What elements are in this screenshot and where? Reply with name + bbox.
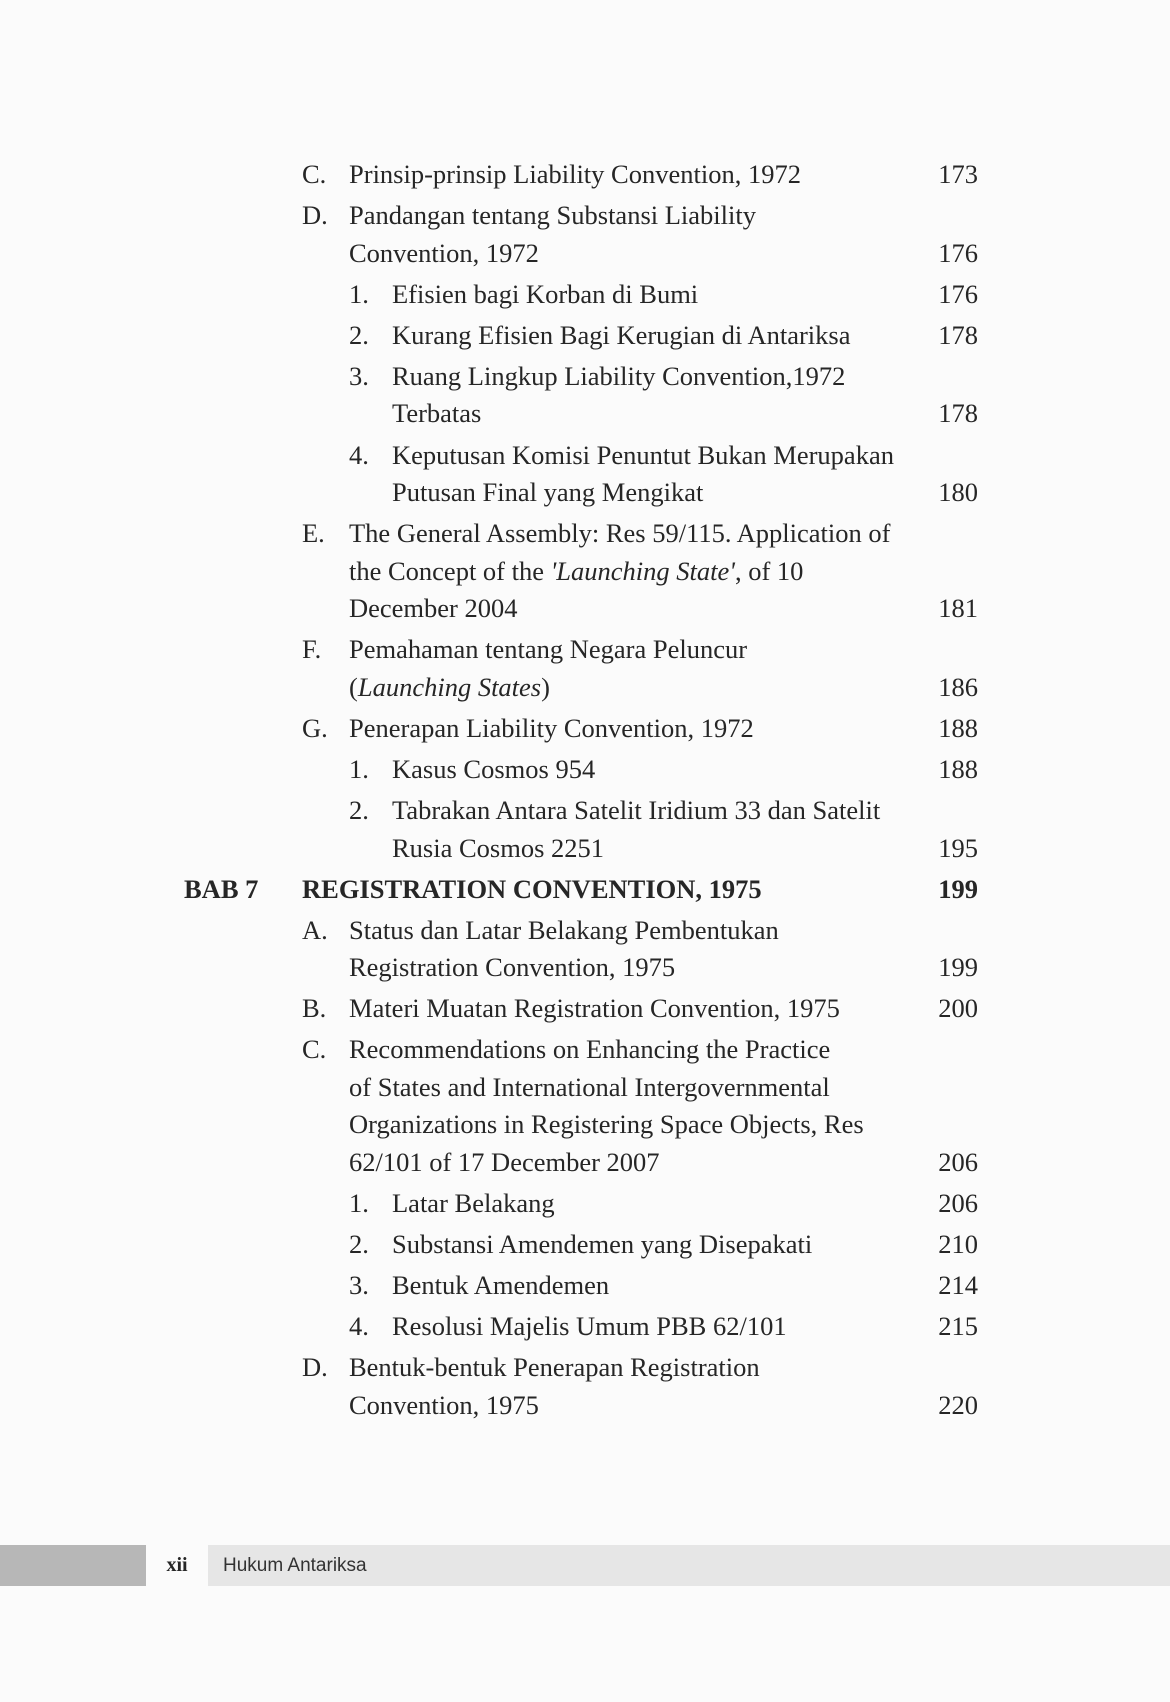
entry-title-line: of States and International Intergovernmental xyxy=(349,1071,830,1102)
entry-marker: 2. xyxy=(349,1229,369,1260)
toc-subsection-entry xyxy=(349,751,978,789)
entry-page-number: 180 xyxy=(938,477,978,507)
entry-page-number: 214 xyxy=(938,1270,978,1301)
entry-page-number: 199 xyxy=(938,952,978,983)
entry-title xyxy=(349,156,801,194)
entry-title-line: Pandangan tentang Substansi Liability xyxy=(349,200,757,231)
toc-section-entry xyxy=(302,710,978,748)
entry-title-line: Ruang Lingkup Liability Convention,1972 xyxy=(392,360,846,391)
entry-title-line: Pemahaman tentang Negara Peluncur xyxy=(349,634,748,665)
entry-title-line: Terbatas xyxy=(392,398,482,429)
toc-section-entry xyxy=(302,515,978,628)
entry-title xyxy=(349,990,840,1028)
entry-title-line: (Launching States) xyxy=(349,671,550,702)
entry-title-line: Organizations in Registering Space Objects, Res xyxy=(349,1109,864,1140)
entry-page-number: 176 xyxy=(938,237,978,268)
entry-marker: G. xyxy=(302,712,328,743)
entry-title xyxy=(392,1226,812,1264)
entry-page-number: 178 xyxy=(938,319,978,350)
entry-marker: C. xyxy=(302,1034,327,1065)
entry-title xyxy=(349,631,747,706)
entry-title-line: Latar Belakang xyxy=(392,1188,555,1218)
entry-marker: 3. xyxy=(349,1270,369,1301)
entry-marker: A. xyxy=(302,914,328,945)
entry-title xyxy=(392,437,894,512)
italic-term: 'Launching State' xyxy=(550,555,735,586)
entry-marker: E. xyxy=(302,518,325,549)
toc-subsection-entry xyxy=(349,1226,978,1264)
entry-title-line: Putusan Final yang Mengikat xyxy=(392,477,704,507)
entry-marker: 1. xyxy=(349,278,369,309)
chapter-page-number: 199 xyxy=(938,873,978,904)
entry-page-number: 215 xyxy=(938,1311,978,1342)
toc-subsection-entry xyxy=(349,276,978,314)
entry-marker: 2. xyxy=(349,795,369,825)
entry-marker: D. xyxy=(302,1352,328,1383)
entry-marker: 4. xyxy=(349,439,369,470)
toc-section-entry xyxy=(302,1031,978,1181)
italic-term: Launching States xyxy=(357,671,542,702)
entry-title xyxy=(392,317,850,355)
entry-title xyxy=(392,1185,555,1223)
entry-page-number: 186 xyxy=(938,671,978,702)
entry-title-line: Substansi Amendemen yang Disepakati xyxy=(392,1229,813,1260)
chapter-label: BAB 7 xyxy=(184,873,259,904)
entry-page-number: 178 xyxy=(938,398,978,429)
entry-title xyxy=(349,912,779,987)
entry-page-number: 176 xyxy=(938,278,978,309)
toc-subsection-entry xyxy=(349,1185,978,1223)
entry-title-line: Convention, 1975 xyxy=(349,1389,539,1420)
entry-title-line: Bentuk-bentuk Penerapan Registration xyxy=(349,1352,760,1383)
entry-marker: 3. xyxy=(349,360,369,391)
entry-marker: 1. xyxy=(349,1188,369,1218)
entry-marker: 2. xyxy=(349,319,369,350)
toc-subsection-entry xyxy=(349,1267,978,1305)
entry-marker: 1. xyxy=(349,753,369,784)
entry-title-line: Penerapan Liability Convention, 1972 xyxy=(349,712,754,743)
toc-subsection-entry xyxy=(349,437,978,512)
entry-page-number: 200 xyxy=(938,993,978,1024)
entry-page-number: 195 xyxy=(938,832,978,863)
entry-title xyxy=(392,276,698,314)
toc-subsection-entry xyxy=(349,1308,978,1346)
entry-title-line: Registration Convention, 1975 xyxy=(349,952,676,983)
entry-title xyxy=(392,1267,609,1305)
entry-page-number: 173 xyxy=(938,159,978,189)
entry-title-line: Recommendations on Enhancing the Practice xyxy=(349,1034,831,1065)
toc-subsection-entry xyxy=(349,317,978,355)
entry-page-number: 188 xyxy=(938,753,978,784)
chapter-title: REGISTRATION CONVENTION, 1975 xyxy=(302,873,762,904)
toc-subsection-entry xyxy=(349,358,978,433)
entry-page-number: 206 xyxy=(938,1146,978,1177)
entry-page-number: 188 xyxy=(938,712,978,743)
entry-title-line: Tabrakan Antara Satelit Iridium 33 dan Satelit xyxy=(392,795,881,825)
entry-page-number: 220 xyxy=(938,1389,978,1420)
toc-section-entry xyxy=(302,631,978,706)
entry-title-line: the Concept of the 'Launching State', of 10 xyxy=(349,555,804,586)
footer-title-bar xyxy=(208,1545,1170,1586)
entry-title xyxy=(392,1308,787,1346)
entry-page-number: 181 xyxy=(938,593,978,624)
page-footer xyxy=(0,1545,1170,1586)
entry-marker: F. xyxy=(302,634,322,665)
entry-marker: C. xyxy=(302,159,327,189)
entry-title xyxy=(349,1031,864,1181)
entry-title xyxy=(349,710,754,748)
toc-subsection-entry xyxy=(349,792,978,867)
entry-title-line: 62/101 of 17 December 2007 xyxy=(349,1146,660,1177)
entry-title-line: Bentuk Amendemen xyxy=(392,1270,610,1301)
entry-title-line: Kurang Efisien Bagi Kerugian di Antariksa xyxy=(392,319,851,350)
entry-title xyxy=(349,197,756,272)
entry-title-line: Convention, 1972 xyxy=(349,237,539,268)
entry-title-line: Kasus Cosmos 954 xyxy=(392,753,596,784)
entry-title xyxy=(349,515,890,628)
footer-page-number: xii xyxy=(146,1545,208,1586)
entry-page-number: 206 xyxy=(938,1188,978,1218)
entry-title xyxy=(349,1349,760,1424)
entry-title-line: Resolusi Majelis Umum PBB 62/101 xyxy=(392,1311,787,1342)
entry-title-line: Status dan Latar Belakang Pembentukan xyxy=(349,914,779,945)
toc-section-entry xyxy=(302,197,978,272)
entry-page-number: 210 xyxy=(938,1229,978,1260)
toc-section-entry xyxy=(302,912,978,987)
toc-section-entry xyxy=(302,990,978,1028)
entry-title-line: Prinsip-prinsip Liability Convention, 1972 xyxy=(349,159,801,189)
entry-title-line: The General Assembly: Res 59/115. Application of xyxy=(349,518,891,549)
footer-book-title: Hukum Antariksa xyxy=(223,1555,367,1576)
toc-section-entry xyxy=(302,156,978,194)
entry-title xyxy=(392,751,595,789)
entry-title-line: December 2004 xyxy=(349,593,518,624)
entry-title-line: Materi Muatan Registration Convention, 1975 xyxy=(349,993,840,1024)
entry-marker: D. xyxy=(302,200,328,231)
entry-title xyxy=(392,358,845,433)
entry-title-line: Rusia Cosmos 2251 xyxy=(392,832,605,863)
footer-left-bar xyxy=(0,1545,146,1586)
entry-title-line: Efisien bagi Korban di Bumi xyxy=(392,278,699,309)
entry-marker: 4. xyxy=(349,1311,369,1342)
entry-title xyxy=(392,792,880,867)
toc-section-entry xyxy=(302,1349,978,1424)
entry-title-line: Keputusan Komisi Penuntut Bukan Merupakan xyxy=(392,439,894,470)
entry-marker: B. xyxy=(302,993,327,1024)
